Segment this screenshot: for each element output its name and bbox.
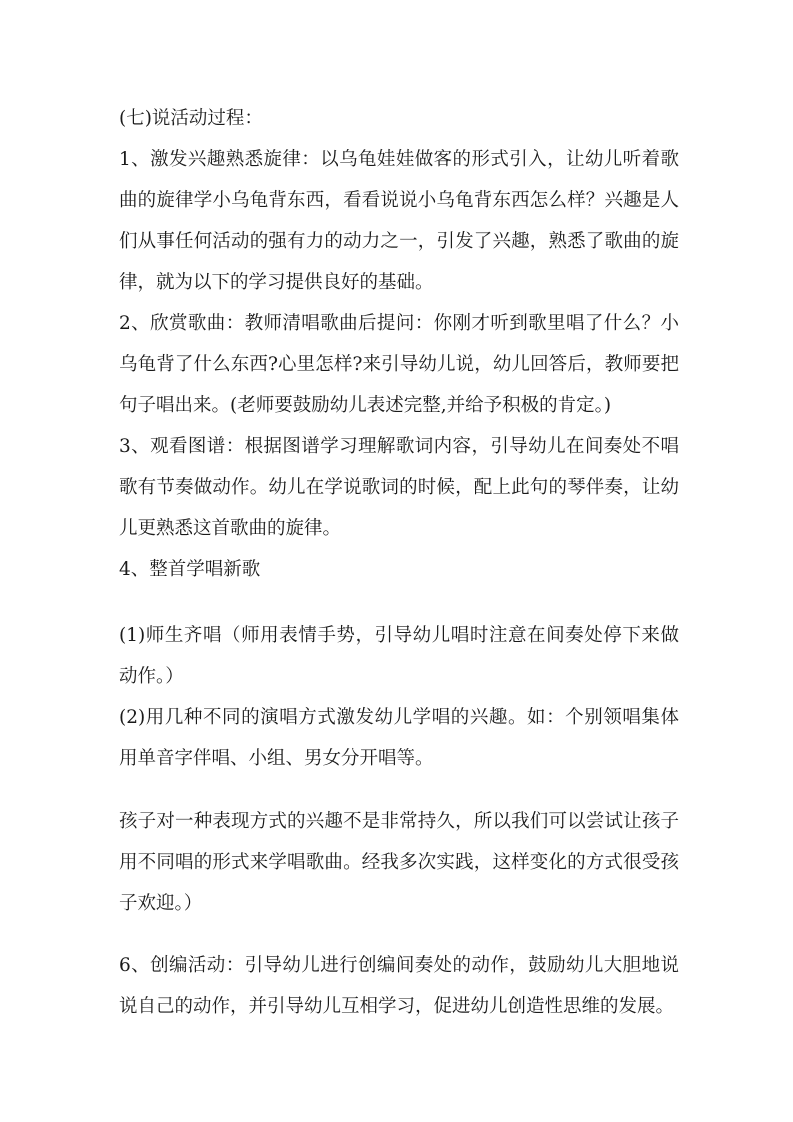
paragraph-step-3: 3、观看图谱：根据图谱学习理解歌词内容，引导幼儿在间奏处不唱歌有节奏做动作。幼儿在学说歌词的时候，配上此句的琴伴奏，让幼儿更熟悉这首歌曲的旋律。 [119,436,679,539]
paragraph-step-6: 6、创编活动：引导幼儿进行创编间奏处的动作，鼓励幼儿大胆地说说自己的动作，并引导幼儿互相学习，促进幼儿创造性思维的发展。 [119,955,679,1017]
paragraph-note: 孩子对一种表现方式的兴趣不是非常持久，所以我们可以尝试让孩子用不同唱的形式来学唱歌曲。经我多次实践，这样变化的方式很受孩子欢迎。） [119,811,679,914]
paragraph-substep-1: (1)师生齐唱（师用表情手势，引导幼儿唱时注意在间奏处停下来做动作。） [119,625,679,687]
paragraph-step-1: 1、激发兴趣熟悉旋律：以乌龟娃娃做客的形式引入，让幼儿听着歌曲的旋律学小乌龟背东西，看看说说小乌龟背东西怎么样？兴趣是人们从事任何活动的强有力的动力之一，引发了兴趣，熟悉了歌曲的旋律，就为以下的学习提供良好的基础。 [119,149,679,293]
paragraph-substep-2: (2)用几种不同的演唱方式激发幼儿学唱的兴趣。如：个别领唱集体用单音字伴唱、小组、男女分开唱等。 [119,707,679,769]
paragraph-step-4: 4、整首学唱新歌 [119,559,261,580]
paragraph-step-2: 2、欣赏歌曲：教师清唱歌曲后提问：你刚才听到歌里唱了什么？小乌龟背了什么东西?心里怎样?来引导幼儿说，幼儿回答后，教师要把句子唱出来。(老师要鼓励幼儿表述完整,并给予积极的肯定。) [119,313,679,416]
section-heading: (七)说活动过程： [119,108,263,129]
